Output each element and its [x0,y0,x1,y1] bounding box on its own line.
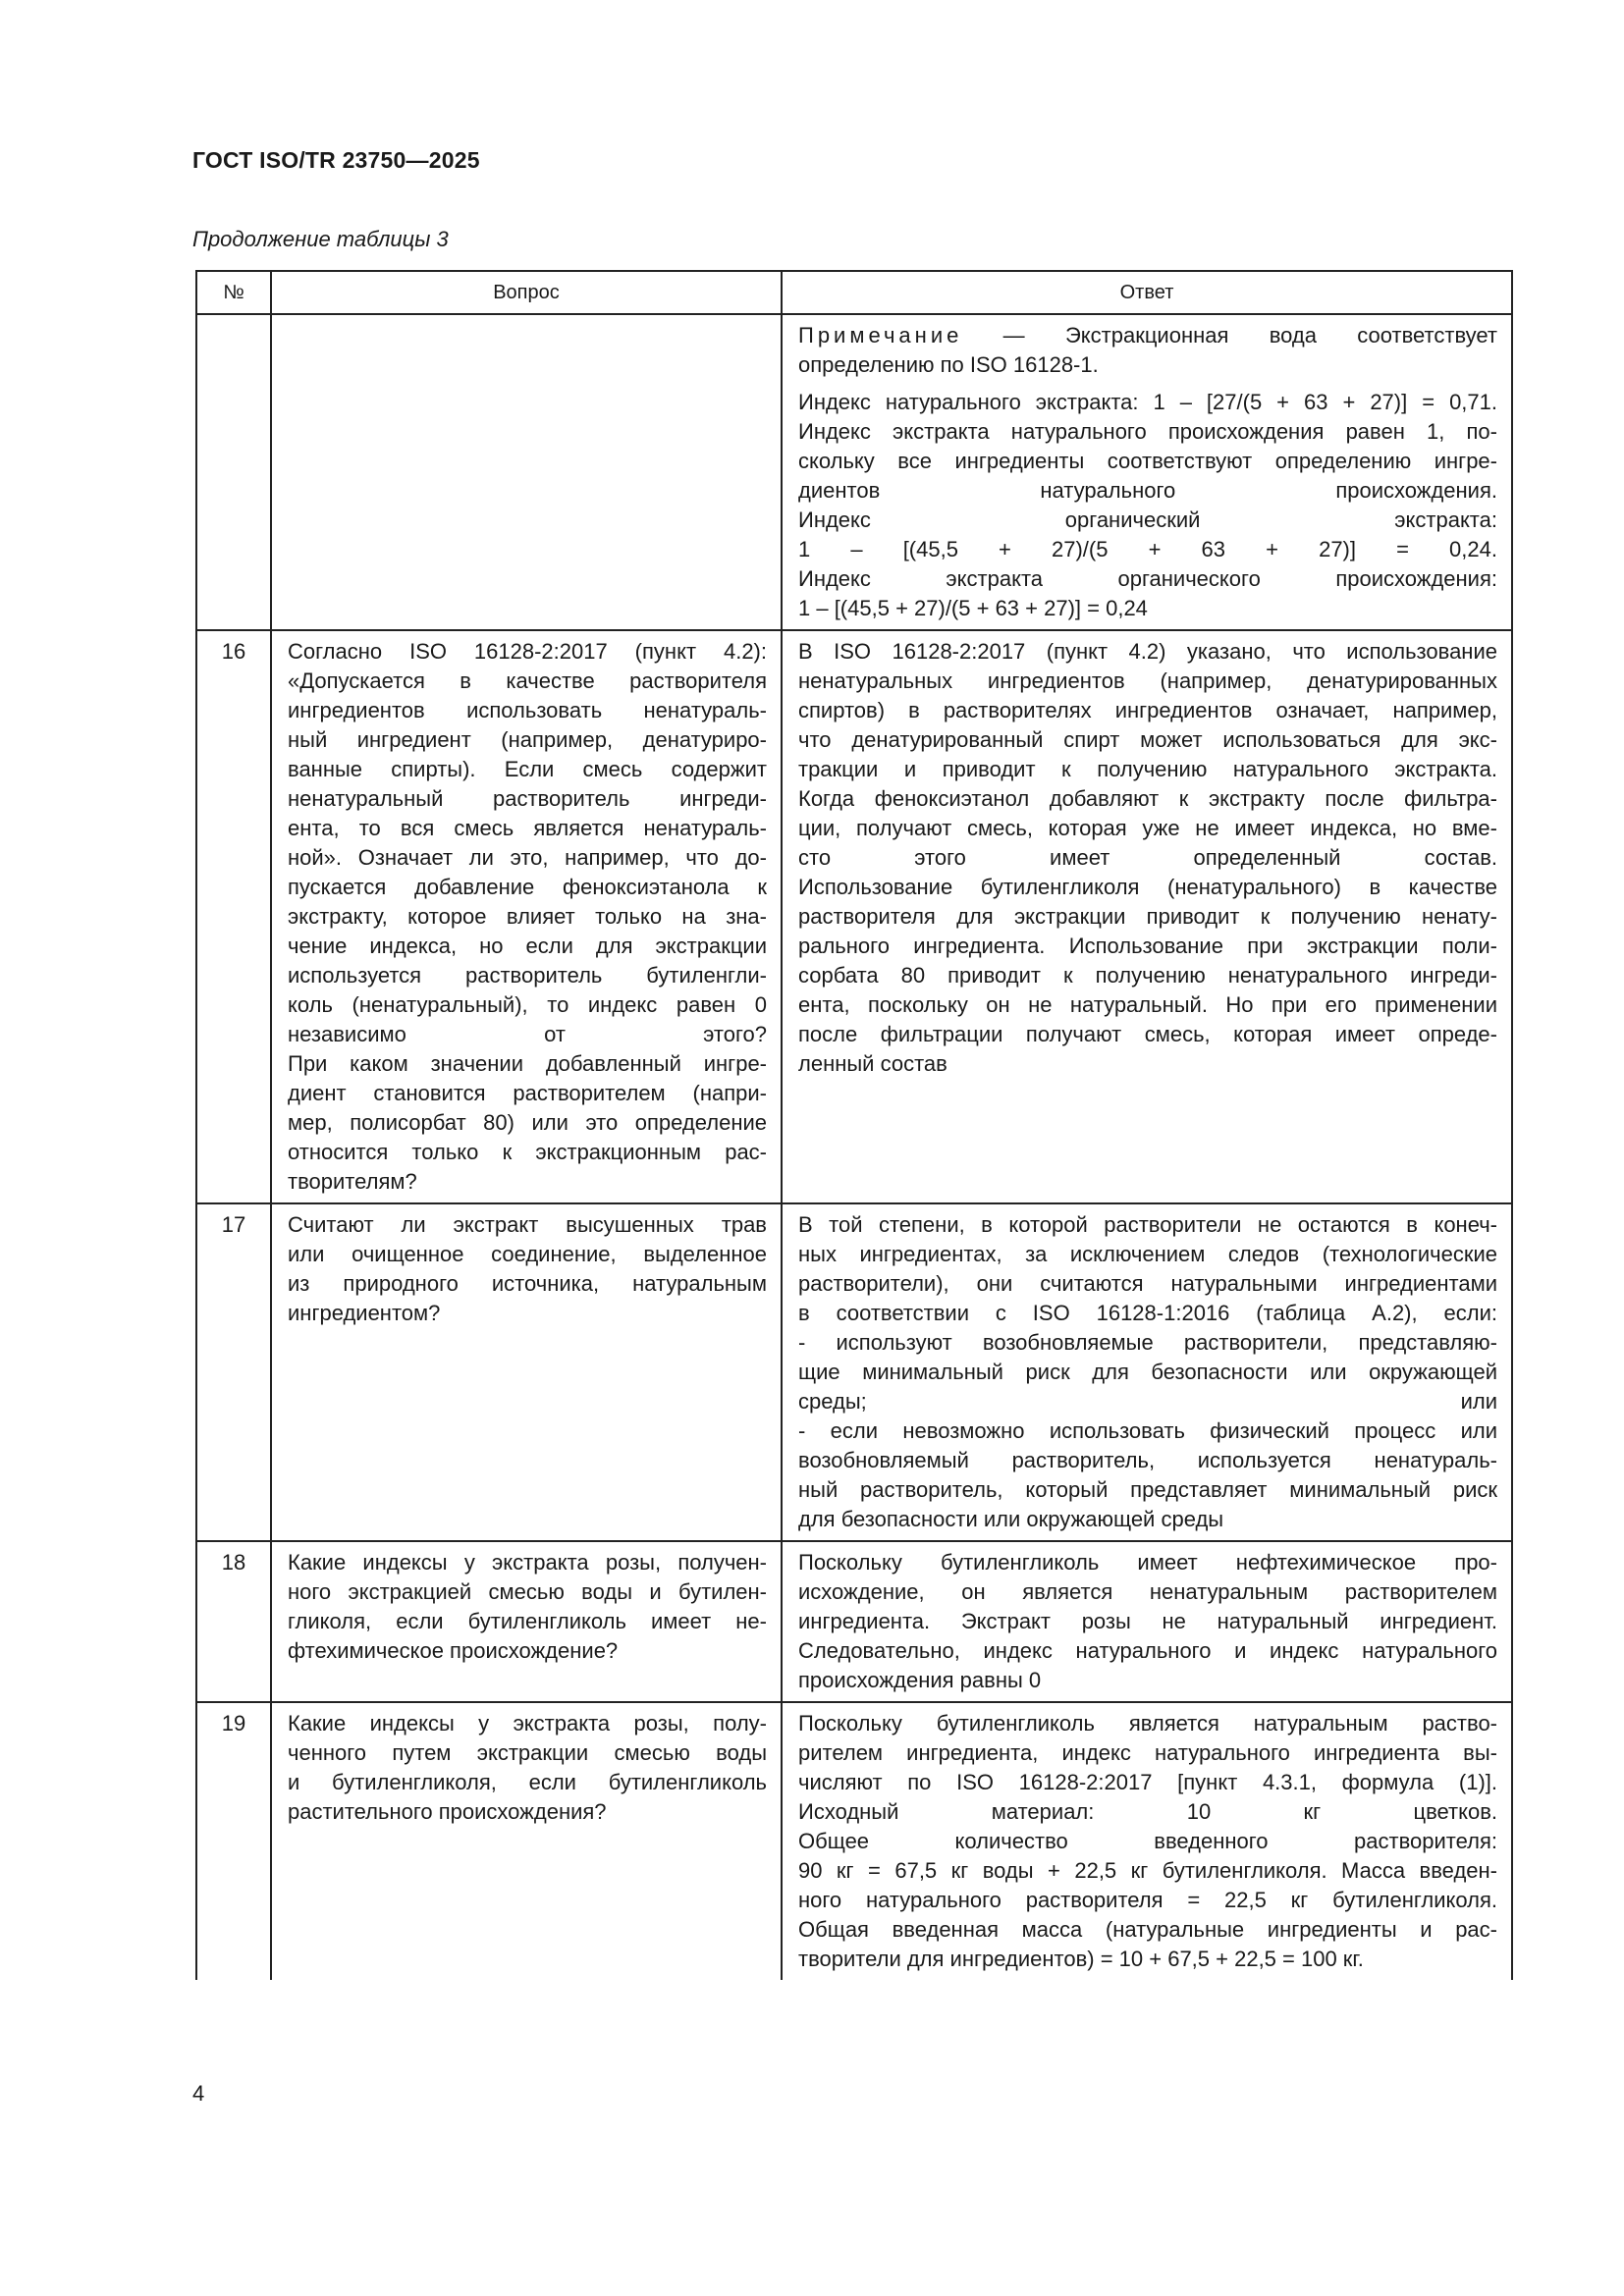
answer-text [798,388,1497,623]
text-line: ванные спирты). Если смесь содержит [288,757,767,781]
text-line: сорбата 80 приводит к получению ненатурального ингреди- [798,963,1497,988]
table-header-row [196,271,1512,314]
text-line: 1 – [(45,5 + 27)/(5 + 63 + 27)] = 0,24 [798,596,1148,620]
question-cell [271,314,782,630]
text-line: рального ингредиента. Использование при экстракции поли- [798,934,1497,958]
text-line: - если невозможно использовать физический процесс или [798,1418,1497,1443]
text-line: творителям? [288,1169,417,1194]
row-number: 18 [196,1541,271,1702]
text-line: Использование бутиленгликоля (ненатурального) в качестве [798,875,1497,899]
text-line: В той степени, в которой растворители не остаются в конеч- [798,1212,1497,1237]
text-line: среды; или [798,1389,1497,1414]
text-line: происхождения равны 0 [798,1668,1042,1692]
text-line: ненатуральный растворитель ингреди- [288,786,767,811]
text-line: ный ингредиент (например, денатуриро- [288,727,767,752]
question-text [271,630,782,1203]
text-line: Индекс экстракта органического происхождения: [798,566,1497,591]
text-line: ных ингредиентах, за исключением следов (технологические [798,1242,1497,1266]
column-header-answer: Ответ [782,271,1512,314]
text-line: Согласно ISO 16128-2:2017 (пункт 4.2): [288,639,767,664]
text-line: скольку все ингредиенты соответствуют определению ингре- [798,449,1497,473]
text-line: ненатуральных ингредиентов (например, денатурированных [798,668,1497,693]
column-header-number: № [196,271,271,314]
text-line: что денатурированный спирт может использоваться для экс- [798,727,1497,752]
table-row [196,1702,1512,1980]
text-line: 90 кг = 67,5 кг воды + 22,5 кг бутиленгликоля. Масса введен- [798,1858,1497,1883]
table-row [196,1203,1512,1541]
text-line: ченного путем экстракции смесью воды [288,1740,767,1765]
text-line: ции, получают смесь, которая уже не имеет индекса, но вме- [798,816,1497,840]
text-line: для безопасности или окружающей среды [798,1507,1224,1531]
text-line: диентов натурального происхождения. [798,478,1497,503]
row-number: 19 [196,1702,271,1980]
text-line: ента, то вся смесь является ненатураль- [288,816,767,840]
text-line: диент становится растворителем (напри- [288,1081,767,1105]
text-line: ленный состав [798,1051,947,1076]
column-header-question: Вопрос [271,271,782,314]
text-line: Поскольку бутиленгликоль имеет нефтехимическое про- [798,1550,1497,1575]
text-line: Общая введенная масса (натуральные ингредиенты и рас- [798,1917,1497,1942]
text-line: ингредиентов использовать ненатураль- [288,698,767,722]
answer-cell [782,314,1512,630]
text-line: ингредиентом? [288,1301,441,1325]
text-line: Какие индексы у экстракта розы, получен- [288,1550,767,1575]
text-line: «Допускается в качестве растворителя [288,668,767,693]
text-line: из природного источника, натуральным [288,1271,767,1296]
text-line: Считают ли экстракт высушенных трав [288,1212,767,1237]
text-line: пускается добавление феноксиэтанола к [288,875,767,899]
table-row [196,630,1512,1203]
answer-text [782,1541,1512,1702]
text-line: растительного происхождения? [288,1799,607,1824]
page-number: 4 [192,2081,205,2106]
text-line: растворителя для экстракции приводит к получению ненату- [798,904,1497,929]
text-line: Следовательно, индекс натурального и индекс натурального [798,1638,1497,1663]
text-line: - используют возобновляемые растворители, представляю- [798,1330,1497,1355]
answer-text [782,1203,1512,1541]
question-text [271,1541,782,1702]
text-line: после фильтрации получают смесь, которая имеет опреде- [798,1022,1497,1046]
text-line: растворители), они считаются натуральными ингредиентами [798,1271,1497,1296]
text-line: коль (ненатуральный), то индекс равен 0 [288,992,767,1017]
text-line: спиртов) в растворителях ингредиентов означает, например, [798,698,1497,722]
text-line: числяют по ISO 16128-2:2017 [пункт 4.3.1, формула (1)]. [798,1770,1497,1794]
question-text [271,1702,782,1980]
text-line: ента, поскольку он не натуральный. Но при его применении [798,992,1497,1017]
text-line: 1 – [(45,5 + 27)/(5 + 63 + 27)] = 0,24. [798,537,1497,561]
text-line: Исходный материал: 10 кг цветков. [798,1799,1497,1824]
text-line: используется растворитель бутиленгли- [288,963,767,988]
text-line: рителем ингредиента, индекс натурального ингредиента вы- [798,1740,1497,1765]
text-line: Общее количество введенного растворителя: [798,1829,1497,1853]
text-line: экстракту, которое влияет только на зна- [288,904,767,929]
text-line: Индекс натурального экстракта: 1 – [27/(5 + 63 + 27)] = 0,71. [798,390,1497,414]
text-line: ной». Означает ли это, например, что до- [288,845,767,870]
text-line: В ISO 16128-2:2017 (пункт 4.2) указано, что использование [798,639,1497,664]
text-line: гликоля, если бутиленгликоль имеет не- [288,1609,767,1633]
text-line: возобновляемый растворитель, используется ненатураль- [798,1448,1497,1472]
text-line: Индекс органический экстракта: [798,507,1497,532]
note-text: — Экстракционная вода соответствует определению по ISO 16128-1. [798,323,1497,377]
question-text [271,1203,782,1541]
text-line: Какие индексы у экстракта розы, полу- [288,1711,767,1735]
text-line: мер, полисорбат 80) или это определение [288,1110,767,1135]
text-line: ный растворитель, который представляет минимальный риск [798,1477,1497,1502]
table-caption: Продолжение таблицы 3 [192,227,449,251]
text-line: Поскольку бутиленгликоль является натуральным раство- [798,1711,1497,1735]
text-line: сто этого имеет определенный состав. [798,845,1497,870]
text-line: в соответствии с ISO 16128-1:2016 (таблица А.2), если: [798,1301,1497,1325]
text-line: и бутиленгликоля, если бутиленгликоль [288,1770,767,1794]
note-paragraph [798,321,1497,380]
text-line: ного экстракцией смесью воды и бутилен- [288,1579,767,1604]
text-line: фтехимическое происхождение? [288,1638,619,1663]
table-row [196,1541,1512,1702]
text-line: ингредиента. Экстракт розы не натуральный ингредиент. [798,1609,1497,1633]
document-header: ГОСТ ISO/TR 23750—2025 [192,147,480,173]
text-line: чение индекса, но если для экстракции [288,934,767,958]
row-number: 16 [196,630,271,1203]
text-line: ного натурального растворителя = 22,5 кг бутиленгликоля. [798,1888,1497,1912]
text-line: тракции и приводит к получению натурального экстракта. [798,757,1497,781]
questions-table [195,270,1513,1980]
row-number: 17 [196,1203,271,1541]
text-line: относится только к экстракционным рас- [288,1140,767,1164]
text-line: творители для ингредиентов) = 10 + 67,5 + 22,5 = 100 кг. [798,1947,1364,1971]
note-label: Примечание [798,323,963,347]
table-row-continued [196,314,1512,630]
answer-text [782,630,1512,1203]
text-line: или очищенное соединение, выделенное [288,1242,767,1266]
text-line: Индекс экстракта натурального происхождения равен 1, по- [798,419,1497,444]
text-line: щие минимальный риск для безопасности или окружающей [798,1360,1497,1384]
text-line: Когда феноксиэтанол добавляют к экстракту после фильтра- [798,786,1497,811]
text-line: независимо от этого? [288,1022,767,1046]
text-line: исхождение, он является ненатуральным растворителем [798,1579,1497,1604]
row-number-cell [196,314,271,630]
answer-text [782,1702,1512,1980]
text-line: При каком значении добавленный ингре- [288,1051,767,1076]
